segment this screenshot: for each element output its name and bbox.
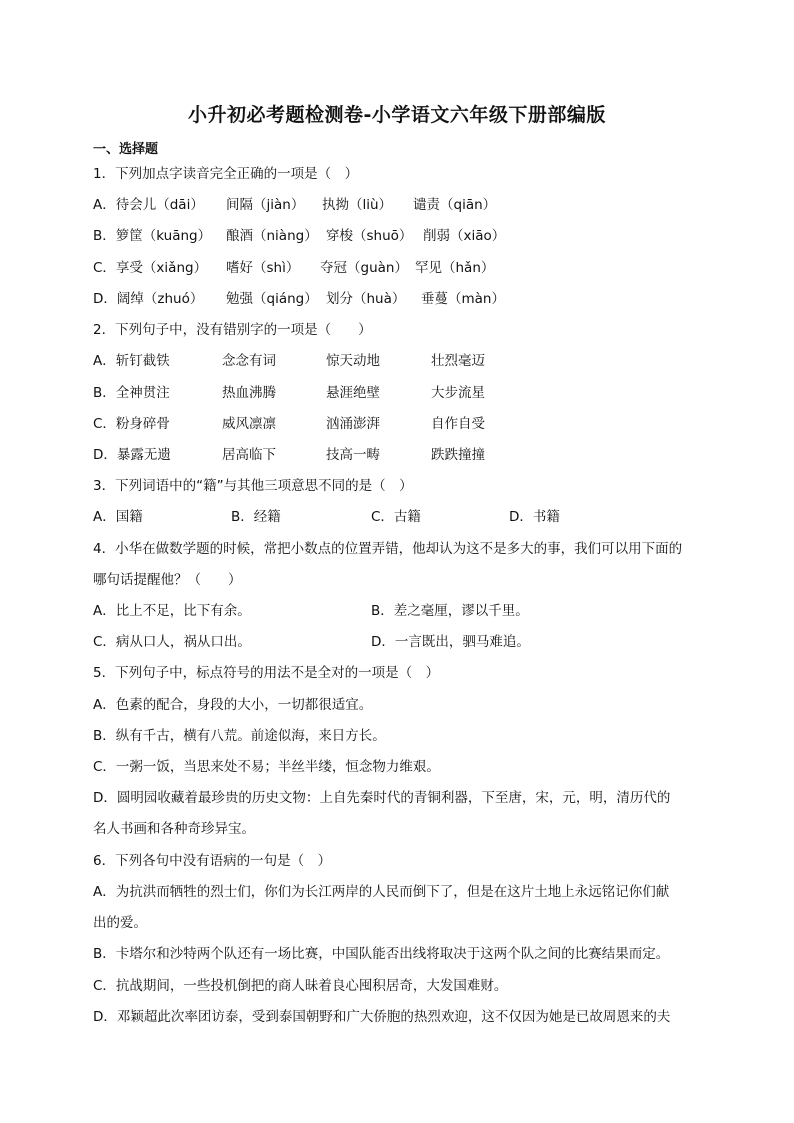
q2-option-a-word: 念念有词 [222, 353, 276, 369]
q2-option-a-word: 惊天动地 [326, 353, 380, 369]
question-4-stem-cont: 哪句话提醒他？（ ） [93, 572, 242, 588]
q2-option-a: A．斩钉截铁 [93, 353, 170, 369]
q2-option-c-word: 自作自受 [431, 416, 485, 432]
question-3-stem: 3．下列词语中的“籍”与其他三项意思不同的是（ ） [93, 478, 413, 494]
q5-option-d: D．圆明园收藏着最珍贵的历史文物：上自先秦时代的青铜利器，下至唐，宋，元，明，清历代的 [93, 790, 671, 806]
q4-option-c: C．病从口人，祸从口出。 [93, 634, 251, 650]
q2-option-a-word: 壮烈毫迈 [431, 353, 485, 369]
q2-option-d-word: 技高一畴 [326, 447, 380, 463]
section-heading: 一、选择题 [93, 142, 159, 157]
q1-option-d-word: 划分（huà） [326, 291, 406, 307]
q2-option-b: B．全神贯注 [93, 385, 170, 401]
q6-option-c: C．抗战期间，一些投机倒把的商人昧着良心囤积居奇，大发国难财。 [93, 978, 508, 994]
q2-option-d-word: 居高临下 [222, 447, 276, 463]
q5-option-c: C．一粥一饭，当思来处不易；半丝半缕，恒念物力维艰。 [93, 759, 440, 775]
page-title: 小升初必考题检测卷-小学语文六年级下册部编版 [188, 104, 606, 126]
q1-option-b-word: 削弱（xiāo） [423, 228, 506, 244]
q1-option-a-word: 间隔（jiàn） [226, 197, 305, 213]
q6-option-d: D．邓颖超此次率团访泰，受到泰国朝野和广大侨胞的热烈欢迎，这不仅因为她是已故周恩来的夫 [93, 1009, 671, 1025]
q2-option-c: C．粉身碎骨 [93, 416, 170, 432]
q3-option-b: B．经籍 [231, 509, 281, 525]
q1-option-c: C．享受（xiǎng） [93, 260, 208, 276]
q4-option-a: A．比上不足，比下有余。 [93, 603, 251, 619]
q4-option-d: D．一言既出，驷马难追。 [371, 634, 530, 650]
q1-option-a-word: 谴责（qiān） [413, 197, 497, 213]
q1-option-b-word: 穿梭（shuō） [326, 228, 413, 244]
q1-option-b: B．箩筐（kuāng） [93, 228, 212, 244]
q1-option-d-word: 垂蔓（màn） [421, 291, 505, 307]
q6-option-a-cont: 出的爱。 [93, 915, 147, 931]
q6-option-b: B．卡塔尔和沙特两个队还有一场比赛，中国队能否出线将取决于这两个队之间的比赛结果而定。 [93, 946, 670, 962]
q2-option-b-word: 悬涯绝壁 [326, 385, 380, 401]
q1-option-c-word: 嗜好（shì） [226, 260, 300, 276]
q2-option-b-word: 热血沸腾 [222, 385, 276, 401]
q5-option-b: B．纵有千古，横有八荒。前途似海，来日方长。 [93, 728, 386, 744]
question-2-stem: 2．下列句子中，没有错别字的一项是（ ） [93, 322, 372, 338]
q2-option-c-word: 汹涌澎湃 [326, 416, 380, 432]
q6-option-a: A．为抗洪而牺牲的烈士们，你们为长江两岸的人民而倒下了，但是在这片土地上永远铭记你们献 [93, 884, 670, 900]
question-6-stem: 6．下列各句中没有语病的一句是（ ） [93, 853, 332, 869]
q3-option-d: D．书籍 [509, 509, 560, 525]
q1-option-c-word: 夺冠（guàn） [320, 260, 408, 276]
question-1-stem: 1．下列加点字读音完全正确的一项是（ ） [93, 166, 359, 182]
q2-option-d: D．暴露无遗 [93, 447, 171, 463]
q1-option-c-word: 罕见（hǎn） [415, 260, 495, 276]
q5-option-a: A．色素的配合，身段的大小，一切都很适宜。 [93, 697, 373, 713]
q5-option-d-cont: 名人书画和各种奇珍异宝。 [93, 821, 255, 837]
q1-option-b-word: 酿酒（niàng） [226, 228, 318, 244]
q3-option-c: C．古籍 [371, 509, 421, 525]
q4-option-b: B．差之毫厘，谬以千里。 [371, 603, 529, 619]
q1-option-d-word: 勉强（qiáng） [226, 291, 318, 307]
q3-option-a: A．国籍 [93, 509, 143, 525]
question-5-stem: 5．下列句子中，标点符号的用法不是全对的一项是（ ） [93, 665, 440, 681]
q1-option-a-word: 执拗（liù） [322, 197, 393, 213]
q2-option-d-word: 跌跌撞撞 [431, 447, 485, 463]
q1-option-d: D．阔绰（zhuó） [93, 291, 204, 307]
q2-option-c-word: 威风凛凛 [222, 416, 276, 432]
q2-option-b-word: 大步流星 [431, 385, 485, 401]
question-4-stem: 4．小华在做数学题的时候，常把小数点的位置弄错，他却认为这不是多大的事，我们可以用下面的 [93, 541, 683, 557]
q1-option-a: A．待会儿（dāi） [93, 197, 204, 213]
